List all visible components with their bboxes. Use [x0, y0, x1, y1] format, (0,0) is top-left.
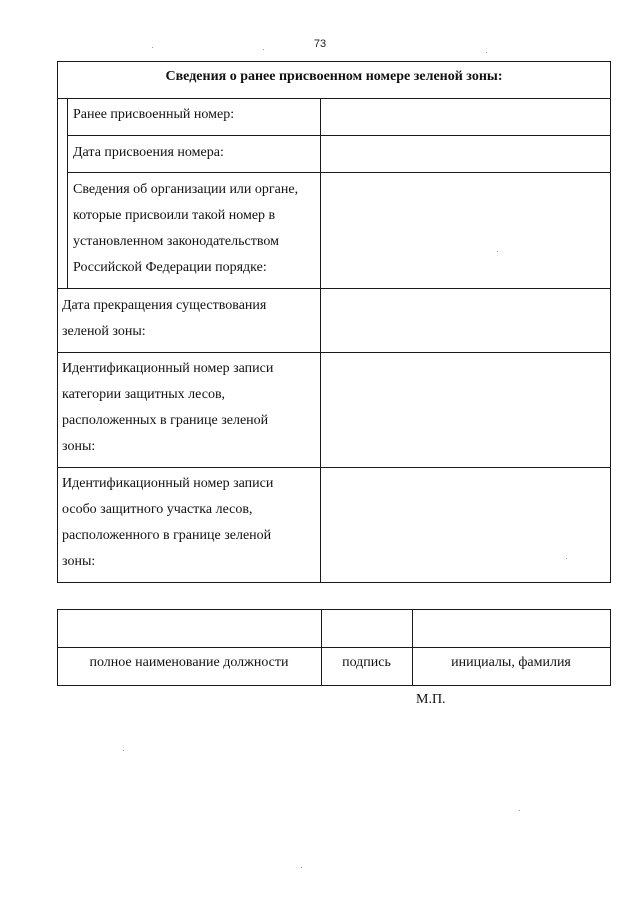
row-divider: [57, 98, 611, 99]
scan-speck: [152, 47, 153, 48]
table-border-bottom: [57, 582, 611, 583]
value-field-protective-forest-category-id[interactable]: [322, 354, 608, 465]
label-line: Идентификационный номер записи: [62, 361, 274, 376]
signature-caption: подпись: [342, 655, 391, 670]
row-label-protective-forest-category-id: [62, 356, 273, 460]
nested-column-line: [67, 98, 68, 288]
scan-speck: [497, 251, 498, 252]
signature-field[interactable]: [323, 611, 411, 646]
value-field-previous-number[interactable]: [322, 100, 608, 134]
label-line: Идентификационный номер записи: [62, 476, 274, 491]
stamp-label: М.П.: [416, 692, 446, 707]
scan-speck: [566, 558, 567, 559]
column-divider: [320, 98, 321, 582]
signature-border-top: [57, 609, 611, 610]
table-header: Сведения о ранее присвоенном номере зеленой зоны:: [165, 69, 503, 84]
row-divider: [57, 467, 611, 468]
row-divider: [57, 288, 611, 289]
table-border-left: [57, 61, 58, 582]
scan-speck: [123, 750, 124, 751]
signature-border-right: [610, 609, 611, 685]
row-label-termination-date: [62, 293, 266, 345]
label-line: особо защитного участка лесов,: [62, 502, 253, 517]
scan-speck: [301, 867, 302, 868]
signature-border-bottom: [57, 685, 611, 686]
row-label-assignment-date: Дата присвоения номера:: [73, 145, 224, 160]
scan-speck: [486, 52, 487, 53]
table-border-top: [57, 61, 611, 62]
label-line: Дата прекращения существования: [62, 298, 267, 313]
signature-row-divider: [57, 647, 611, 648]
value-field-assignment-date[interactable]: [322, 137, 608, 171]
row-label-protected-forest-area-id: [62, 471, 273, 575]
position-field[interactable]: [59, 611, 319, 646]
value-field-termination-date[interactable]: [322, 290, 608, 350]
label-line: расположенного в границе зеленой: [62, 528, 272, 543]
row-label-assigning-authority: [73, 177, 298, 281]
label-line: зоны:: [62, 554, 96, 569]
name-caption: инициалы, фамилия: [451, 655, 571, 670]
row-divider: [67, 135, 611, 136]
row-divider: [67, 172, 611, 173]
label-line: категории защитных лесов,: [62, 387, 226, 402]
label-line: Российской Федерации порядке:: [73, 260, 267, 275]
label-line: зоны:: [62, 439, 96, 454]
row-divider: [57, 352, 611, 353]
label-line: зеленой зоны:: [62, 324, 146, 339]
position-caption: полное наименование должности: [89, 655, 289, 670]
label-line: установленном законодательством: [73, 234, 279, 249]
value-field-assigning-authority[interactable]: [322, 174, 608, 286]
table-border-right: [610, 61, 611, 582]
page-number: 73: [313, 38, 327, 50]
name-field[interactable]: [414, 611, 609, 646]
value-field-protected-forest-area-id[interactable]: [322, 469, 608, 580]
label-line: Сведения об организации или органе,: [73, 182, 299, 197]
row-label-previous-number: Ранее присвоенный номер:: [73, 107, 235, 122]
scan-speck: [519, 810, 520, 811]
label-line: расположенных в границе зеленой: [62, 413, 269, 428]
label-line: которые присвоили такой номер в: [73, 208, 276, 223]
scan-speck: [263, 49, 264, 50]
